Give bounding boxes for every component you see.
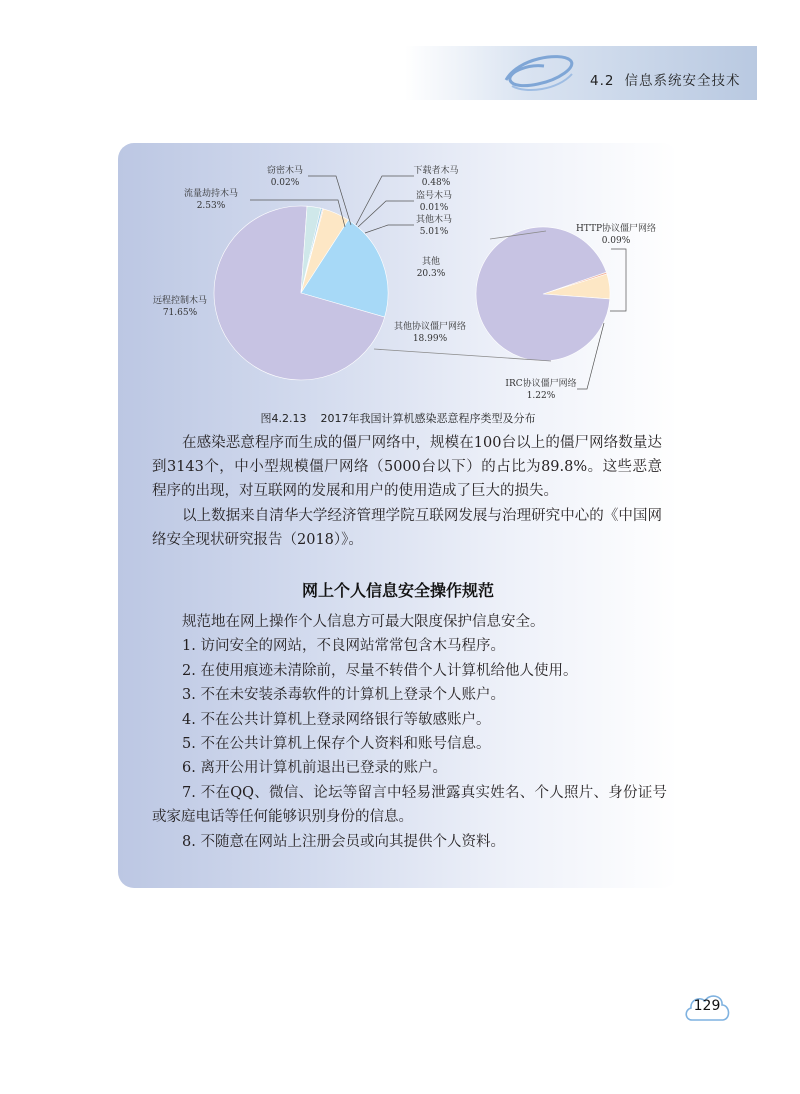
- leader-line-xiazaizhe: [356, 176, 414, 225]
- figure-label: 图4.2.13: [260, 412, 307, 425]
- paragraph-source: 以上数据来自清华大学经济管理学院互联网发展与治理研究中心的《中国网络安全现状研究报告（2018）》。: [152, 508, 662, 548]
- label-daohao-value: 0.01%: [419, 203, 449, 213]
- leader-line-http: [610, 249, 626, 311]
- label-remote-value: 71.65%: [162, 308, 198, 318]
- label-xiazaizhe-name: 下载者木马: [413, 166, 459, 176]
- section-heading: 网上个人信息安全操作规范: [301, 581, 494, 600]
- header-title: [590, 69, 740, 89]
- list-item: 4. 不在公共计算机上登录网络银行等敏感账户。: [182, 711, 491, 728]
- list-item: 规范地在网上操作个人信息方可最大限度保护信息安全。: [182, 614, 545, 630]
- label-qiemi-name: 窃密木马: [266, 166, 304, 176]
- label-xiazaizhe-value: 0.48%: [421, 178, 451, 188]
- main-pie: [214, 206, 388, 380]
- label-other-value: 20.3%: [416, 269, 446, 279]
- sub-pie: [476, 227, 610, 361]
- e-logo-icon: [498, 50, 578, 98]
- list-item: 2. 在使用痕迹未清除前，尽量不转借个人计算机给他人使用。: [182, 662, 578, 679]
- label-other-trojan-name: 其他木马: [415, 215, 453, 225]
- section-number: 4.2: [590, 73, 615, 89]
- label-irc-name: IRC协议僵尸网络: [505, 379, 577, 389]
- label-other-name: 其他: [421, 257, 441, 267]
- label-other-trojan-value: 5.01%: [419, 227, 449, 237]
- label-remote-name: 远程控制木马: [152, 296, 208, 306]
- label-daohao-name: 盗号木马: [415, 191, 453, 201]
- label-liuliang-value: 2.53%: [196, 201, 226, 211]
- list-item: 6. 离开公用计算机前退出已登录的账户。: [182, 760, 447, 777]
- leader-line-other-trojan: [365, 225, 414, 233]
- label-qiemi-value: 0.02%: [270, 178, 300, 188]
- section-title: 信息系统安全技术: [624, 73, 741, 89]
- label-http-value: 0.09%: [601, 236, 631, 246]
- malware-pie-chart: [118, 143, 678, 418]
- list-item: 1. 访问安全的网站，不良网站常常包含木马程序。: [182, 638, 505, 655]
- label-liuliang-name: 流量劫持木马: [183, 189, 239, 199]
- label-irc-value: 1.22%: [526, 391, 556, 401]
- list-item: 7. 不在QQ、微信、论坛等留言中轻易泄露真实姓名、个人照片、身份证号或家庭电话等任何能够识别身份的信息。: [152, 784, 667, 826]
- figure-title: 2017年我国计算机感染恶意程序类型及分布: [320, 412, 536, 425]
- list-item: 5. 不在公共计算机上保存个人资料和账号信息。: [182, 736, 491, 753]
- list-item: 3. 不在未安装杀毒软件的计算机上登录个人账户。: [182, 687, 505, 704]
- paragraph-botnet: 在感染恶意程序而生成的僵尸网络中，规模在100台以上的僵尸网络数量达到3143个，中小型规模僵尸网络（5000台以下）的占比为89.8%。这些恶意程序的出现，对互联网的发展和用户的使用造成了巨大的损失。: [152, 435, 662, 499]
- safety-rules-list: [152, 610, 667, 854]
- label-other-protocol-name: 其他协议僵尸网络: [393, 322, 467, 332]
- figure-caption: [118, 410, 678, 426]
- label-http-name: HTTP协议僵尸网络: [575, 224, 657, 234]
- label-other-protocol-value: 18.99%: [412, 334, 448, 344]
- page-number: 129: [693, 998, 721, 1014]
- list-item: 8. 不随意在网站上注册会员或向其提供个人资料。: [182, 833, 505, 850]
